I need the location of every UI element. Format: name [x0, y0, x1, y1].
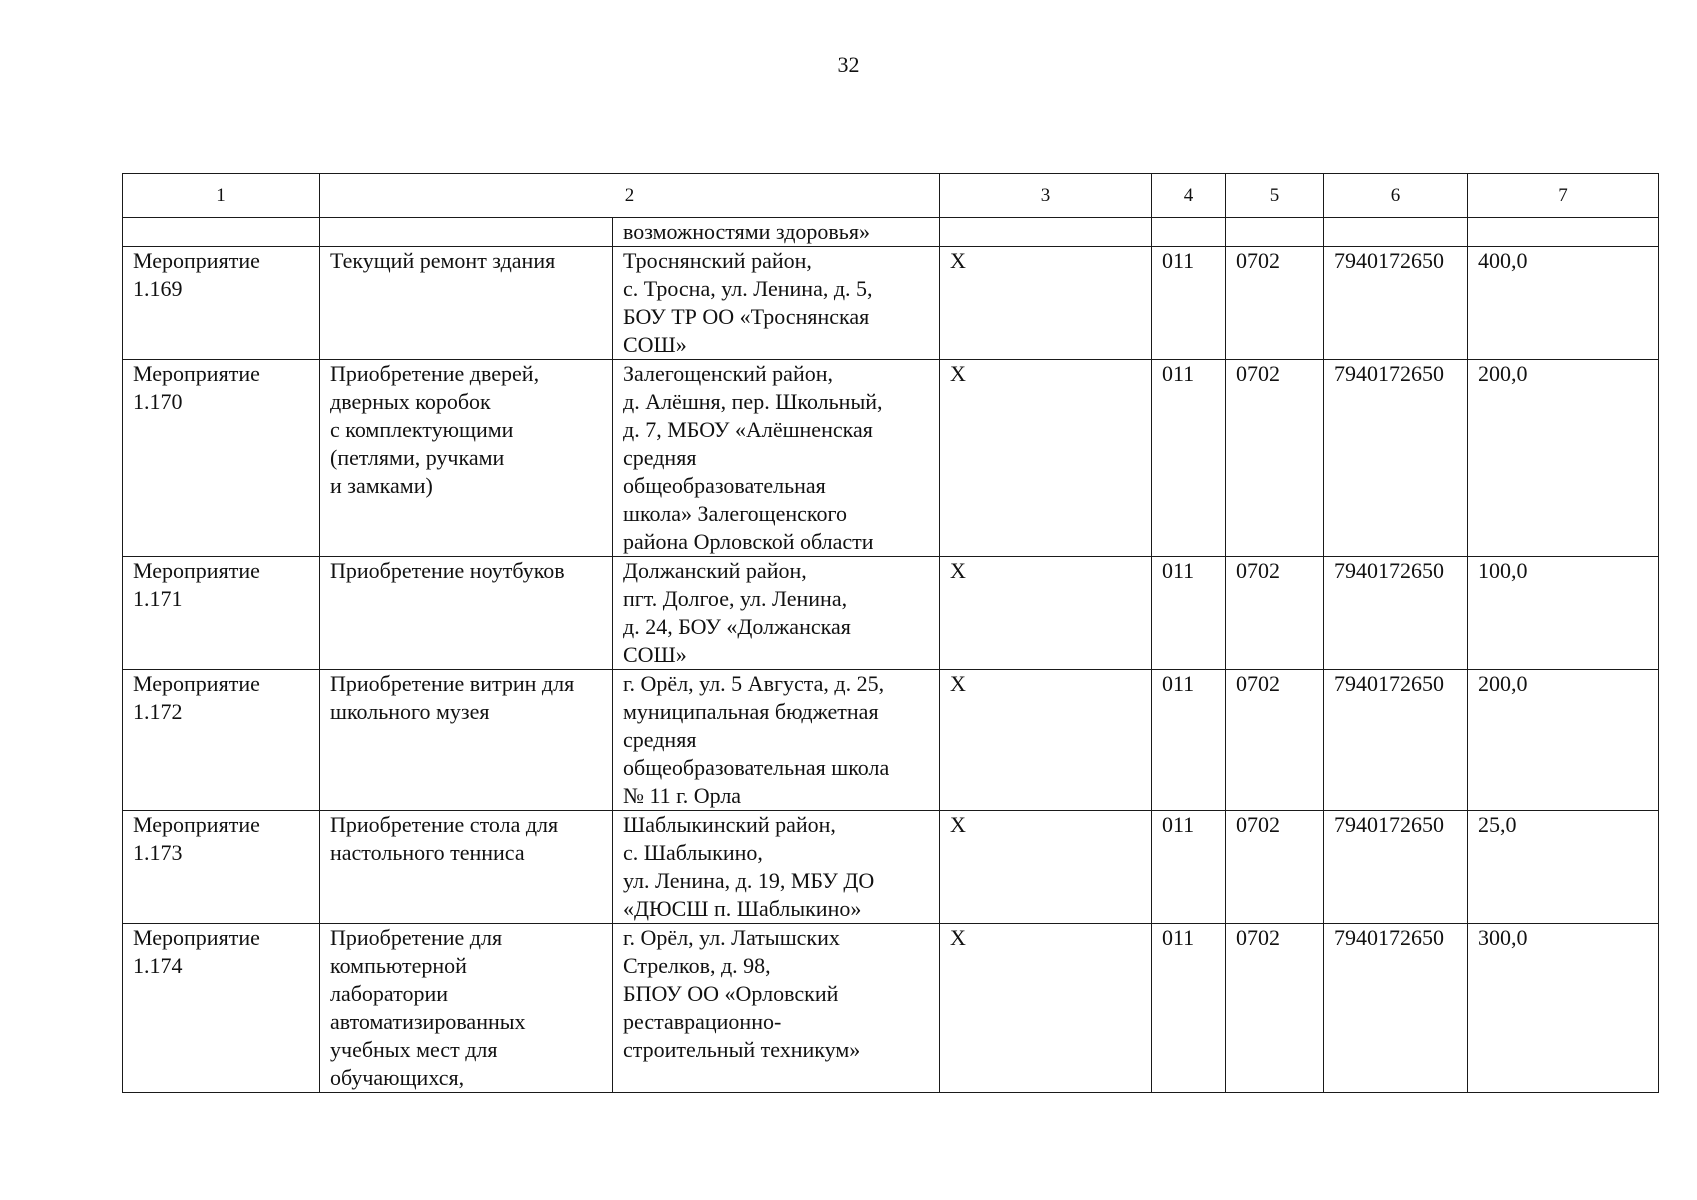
event-col6: 7940172650 [1324, 924, 1468, 1093]
table-row [123, 557, 1659, 670]
table-row [123, 247, 1659, 360]
table-cell: возможностями здоровья» [613, 218, 940, 247]
event-col3: Х [940, 924, 1152, 1093]
event-col5: 0702 [1226, 557, 1324, 670]
event-col5: 0702 [1226, 360, 1324, 557]
event-col5: 0702 [1226, 811, 1324, 924]
page-number: 32 [837, 52, 860, 77]
event-col6: 7940172650 [1324, 670, 1468, 811]
table-cell [123, 218, 320, 247]
table-row [123, 811, 1659, 924]
event-col3: Х [940, 670, 1152, 811]
event-name: Приобретение стола для настольного тенниса [320, 811, 613, 924]
event-name: Приобретение дверей, дверных коробок с комплектующими (петлями, ручками и замками) [320, 360, 613, 557]
event-name: Приобретение для компьютерной лаборатории автоматизированных учебных мест для обучающихся, [320, 924, 613, 1093]
event-col4: 011 [1152, 247, 1226, 360]
event-col3: Х [940, 360, 1152, 557]
event-amount: 300,0 [1468, 924, 1659, 1093]
event-col6: 7940172650 [1324, 247, 1468, 360]
data-table [122, 173, 1659, 1093]
table-row [123, 924, 1659, 1093]
event-col4: 011 [1152, 811, 1226, 924]
event-id: Мероприятие 1.173 [123, 811, 320, 924]
header-cell: 7 [1468, 174, 1659, 218]
header-cell: 6 [1324, 174, 1468, 218]
event-address: г. Орёл, ул. 5 Августа, д. 25, муниципальная бюджетная средняя общеобразовательная школа № 11 г. Орла [613, 670, 940, 811]
event-col6: 7940172650 [1324, 557, 1468, 670]
table-cell [1468, 218, 1659, 247]
event-col6: 7940172650 [1324, 360, 1468, 557]
event-name: Приобретение витрин для школьного музея [320, 670, 613, 811]
event-amount: 100,0 [1468, 557, 1659, 670]
event-col4: 011 [1152, 360, 1226, 557]
event-address: Залегощенский район, д. Алёшня, пер. Школьный, д. 7, МБОУ «Алёшненская средняя общеобразовательная школа» Залегощенского района Орловской области [613, 360, 940, 557]
event-amount: 400,0 [1468, 247, 1659, 360]
event-amount: 200,0 [1468, 360, 1659, 557]
event-address: Троснянский район, с. Тросна, ул. Ленина, д. 5, БОУ ТР ОО «Троснянская СОШ» [613, 247, 940, 360]
event-id: Мероприятие 1.172 [123, 670, 320, 811]
event-col3: Х [940, 557, 1152, 670]
table-cell [1324, 218, 1468, 247]
event-col5: 0702 [1226, 924, 1324, 1093]
header-cell: 2 [320, 174, 940, 218]
table-cell [940, 218, 1152, 247]
table-row [123, 360, 1659, 557]
event-col6: 7940172650 [1324, 811, 1468, 924]
event-address: г. Орёл, ул. Латышских Стрелков, д. 98, БПОУ ОО «Орловский реставрационно- строительный техникум» [613, 924, 940, 1093]
header-cell: 5 [1226, 174, 1324, 218]
header-cell: 4 [1152, 174, 1226, 218]
table-row [123, 670, 1659, 811]
event-col3: Х [940, 811, 1152, 924]
event-col4: 011 [1152, 924, 1226, 1093]
event-id: Мероприятие 1.174 [123, 924, 320, 1093]
event-col5: 0702 [1226, 670, 1324, 811]
event-col4: 011 [1152, 670, 1226, 811]
header-cell: 3 [940, 174, 1152, 218]
event-col4: 011 [1152, 557, 1226, 670]
event-address: Должанский район, пгт. Долгое, ул. Ленина, д. 24, БОУ «Должанская СОШ» [613, 557, 940, 670]
event-amount: 25,0 [1468, 811, 1659, 924]
event-amount: 200,0 [1468, 670, 1659, 811]
event-col3: Х [940, 247, 1152, 360]
event-id: Мероприятие 1.169 [123, 247, 320, 360]
table-cell [1226, 218, 1324, 247]
event-id: Мероприятие 1.171 [123, 557, 320, 670]
event-id: Мероприятие 1.170 [123, 360, 320, 557]
continuation-row [123, 218, 1659, 247]
event-address: Шаблыкинский район, с. Шаблыкино, ул. Ленина, д. 19, МБУ ДО «ДЮСШ п. Шаблыкино» [613, 811, 940, 924]
table-cell [320, 218, 613, 247]
event-name: Приобретение ноутбуков [320, 557, 613, 670]
event-col5: 0702 [1226, 247, 1324, 360]
event-name: Текущий ремонт здания [320, 247, 613, 360]
table-cell [1152, 218, 1226, 247]
header-cell: 1 [123, 174, 320, 218]
table-header-row [123, 174, 1659, 218]
